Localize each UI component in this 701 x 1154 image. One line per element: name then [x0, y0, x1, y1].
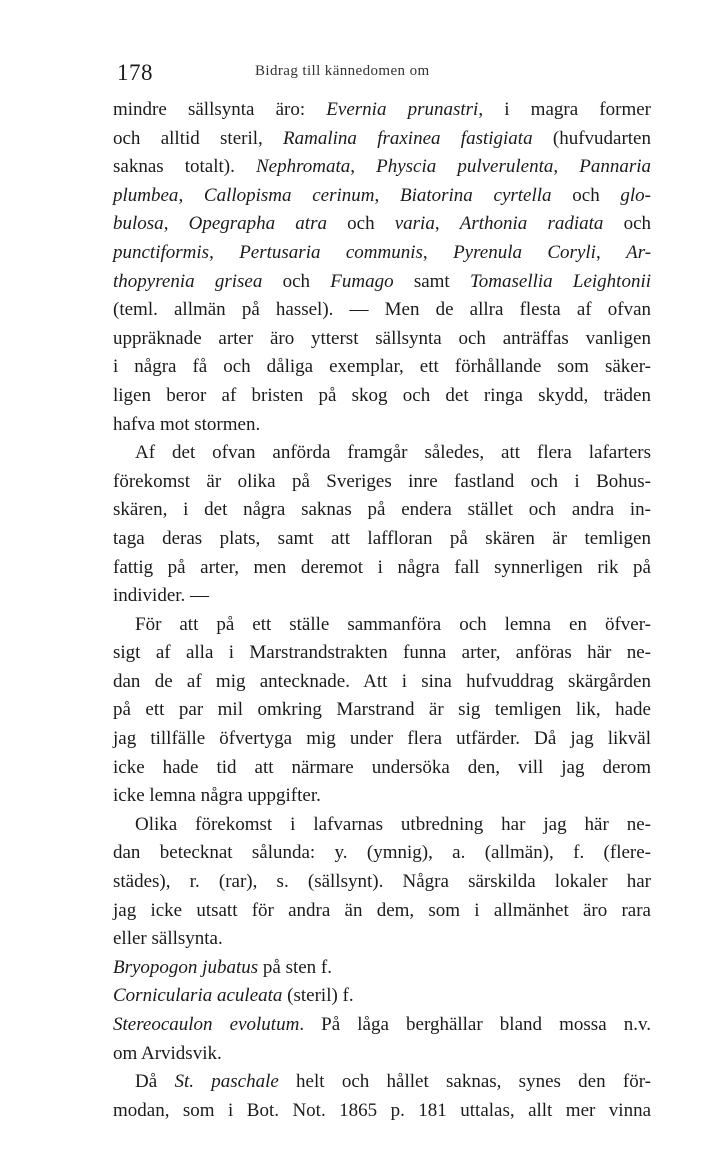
taxon-name: Stereocaulon evolutum — [113, 1014, 300, 1035]
text-line — [113, 153, 651, 182]
text-segment: städes), r. (rar), s. (sällsynt). Några särskilda lokaler har — [113, 871, 651, 893]
text-segment: uppräknade arter äro ytterst sällsynta och anträffas vanligen — [113, 327, 651, 349]
text-segment: samt — [393, 270, 470, 292]
text-segment: För att på ett ställe sammanföra och lemna en öfver- — [135, 613, 651, 635]
text-line — [113, 525, 651, 554]
text-segment: jag icke utsatt för andra än dem, som i allmänhet äro rara — [113, 899, 651, 921]
text-segment: och — [551, 184, 621, 206]
taxon-name: Nephromata — [255, 156, 351, 178]
text-segment: , — [178, 184, 204, 206]
taxon-name: Opegrapha atra — [188, 213, 327, 235]
taxon-name: Physcia pulverulenta — [376, 156, 554, 178]
text-line — [113, 268, 651, 297]
text-line — [113, 210, 651, 239]
text-line — [113, 782, 651, 811]
text-segment: taga deras plats, samt att laffloran på skären är temligen — [113, 527, 651, 549]
text-segment: och — [603, 213, 652, 235]
text-line — [113, 639, 651, 668]
running-title: Bidrag till kännedomen om — [255, 63, 430, 79]
text-segment: , — [350, 156, 377, 178]
text-line — [113, 182, 651, 211]
taxon-name: Ramalina fraxinea fastigiata — [283, 127, 533, 149]
text-segment: ligen beror af bristen på skog och det ringa skydd, träden — [113, 384, 651, 406]
taxon-name: Biatorina cyrtella — [399, 184, 552, 206]
taxon-name: Fumago — [330, 270, 394, 292]
text-segment: dan de af mig antecknade. Att i sina hufvuddrag skärgården — [113, 670, 651, 692]
taxon-name: Cornicularia aculeata — [113, 985, 283, 1007]
text-segment: , — [209, 241, 240, 263]
text-segment: Olika förekomst i lafvarnas utbredning har jag här ne- — [135, 813, 651, 835]
text-segment: på sten f. — [258, 956, 333, 978]
text-segment: och — [262, 270, 331, 292]
taxon-name: St. paschale — [174, 1071, 279, 1093]
text-segment: Då — [135, 1071, 175, 1093]
text-line — [113, 1011, 651, 1040]
text-segment: , — [422, 241, 454, 263]
taxon-name: Pyrenula Coryli — [453, 241, 596, 263]
text-line — [113, 439, 651, 468]
text-segment: icke lemna några uppgifter. — [113, 785, 321, 807]
body-text — [113, 96, 651, 1125]
text-line — [113, 754, 651, 783]
text-segment: (hufvudarten — [532, 127, 651, 149]
text-line — [113, 868, 651, 897]
text-line — [113, 411, 651, 440]
text-line — [113, 582, 651, 611]
text-segment: förekomst är olika på Sveriges inre fastland och i Bohus- — [113, 470, 651, 492]
text-segment: , — [434, 213, 460, 235]
text-segment: och alltid steril, — [113, 127, 284, 149]
text-line — [113, 611, 651, 640]
text-segment: , — [553, 156, 580, 178]
text-segment: saknas totalt). — [113, 156, 256, 178]
text-segment: dan betecknat sålunda: y. (ymnig), a. (allmän), f. (flere- — [113, 842, 651, 864]
text-line — [113, 296, 651, 325]
text-segment: helt och hållet saknas, synes den för- — [278, 1071, 651, 1093]
taxon-name: Pannaria — [579, 156, 651, 178]
text-line — [113, 696, 651, 725]
taxon-name: Arthonia radiata — [459, 213, 604, 235]
text-line — [113, 554, 651, 583]
text-segment: (teml. allmän på hassel). — Men de allra flesta af ofvan — [113, 299, 651, 321]
taxon-name: Bryopogon jubatus — [113, 956, 259, 978]
text-line — [113, 125, 651, 154]
text-line — [113, 325, 651, 354]
text-segment: och — [326, 213, 395, 235]
text-line — [113, 725, 651, 754]
text-line — [113, 1097, 651, 1126]
text-line — [113, 811, 651, 840]
text-line — [113, 382, 651, 411]
text-line — [113, 897, 651, 926]
text-line — [113, 925, 651, 954]
text-segment: jag tillfälle öfvertyga mig under flera utfärder. Då jag likväl — [113, 728, 651, 750]
text-segment: , — [595, 241, 627, 263]
text-line — [113, 468, 651, 497]
taxon-name: punctiformis — [113, 241, 210, 263]
text-segment: , i magra former — [478, 99, 651, 120]
text-segment: icke hade tid att närmare undersöka den, vill jag derom — [113, 756, 651, 778]
text-segment: modan, som i Bot. Not. 1865 p. 181 uttalas, allt mer vinna — [113, 1099, 651, 1121]
taxon-name: bulosa — [113, 213, 164, 235]
taxon-name: glo- — [620, 184, 652, 206]
taxon-name: Pertusaria communis — [239, 241, 423, 263]
page-header — [0, 58, 701, 88]
text-line — [113, 353, 651, 382]
taxon-name: Evernia prunastri — [326, 99, 479, 120]
text-segment: hafva mot stormen. — [113, 413, 261, 435]
text-segment: skären, i det några saknas på endera stället och andra in- — [113, 499, 651, 521]
text-segment: , — [374, 184, 400, 206]
text-segment: Af det ofvan anförda framgår således, att flera lafarters — [135, 442, 651, 464]
text-segment: (steril) f. — [282, 985, 354, 1007]
text-segment: om Arvidsvik. — [113, 1042, 222, 1064]
text-segment: sigt af alla i Marstrandstrakten funna arter, anföras här ne- — [113, 642, 651, 664]
taxon-name: Tomasellia Leightonii — [469, 270, 652, 292]
text-line — [113, 982, 651, 1011]
text-line — [113, 954, 651, 983]
text-segment: på ett par mil omkring Marstrand är sig temligen lik, hade — [113, 699, 651, 721]
text-segment: individer. — — [113, 585, 210, 607]
text-line — [113, 1040, 651, 1069]
text-segment: . På låga berghällar bland mossa n.v. — [299, 1014, 651, 1035]
text-line — [113, 1068, 651, 1097]
text-line — [113, 668, 651, 697]
taxon-name: plumbea — [113, 184, 179, 206]
text-line — [113, 96, 651, 125]
taxon-name: thopyrenia grisea — [113, 270, 263, 292]
text-segment: , — [163, 213, 189, 235]
page-number: 178 — [117, 60, 153, 85]
text-segment: mindre sällsynta äro: — [113, 99, 327, 120]
text-line — [113, 239, 651, 268]
taxon-name: Ar- — [626, 241, 652, 263]
text-line — [113, 496, 651, 525]
text-segment: eller sällsynta. — [113, 928, 223, 950]
text-line — [113, 839, 651, 868]
taxon-name: varia — [394, 213, 435, 235]
text-segment: i några få och dåliga exemplar, ett förhållande som säker- — [113, 356, 651, 378]
taxon-name: Callopisma cerinum — [203, 184, 375, 206]
text-segment: fattig på arter, men deremot i några fall synnerligen rik på — [113, 556, 651, 578]
